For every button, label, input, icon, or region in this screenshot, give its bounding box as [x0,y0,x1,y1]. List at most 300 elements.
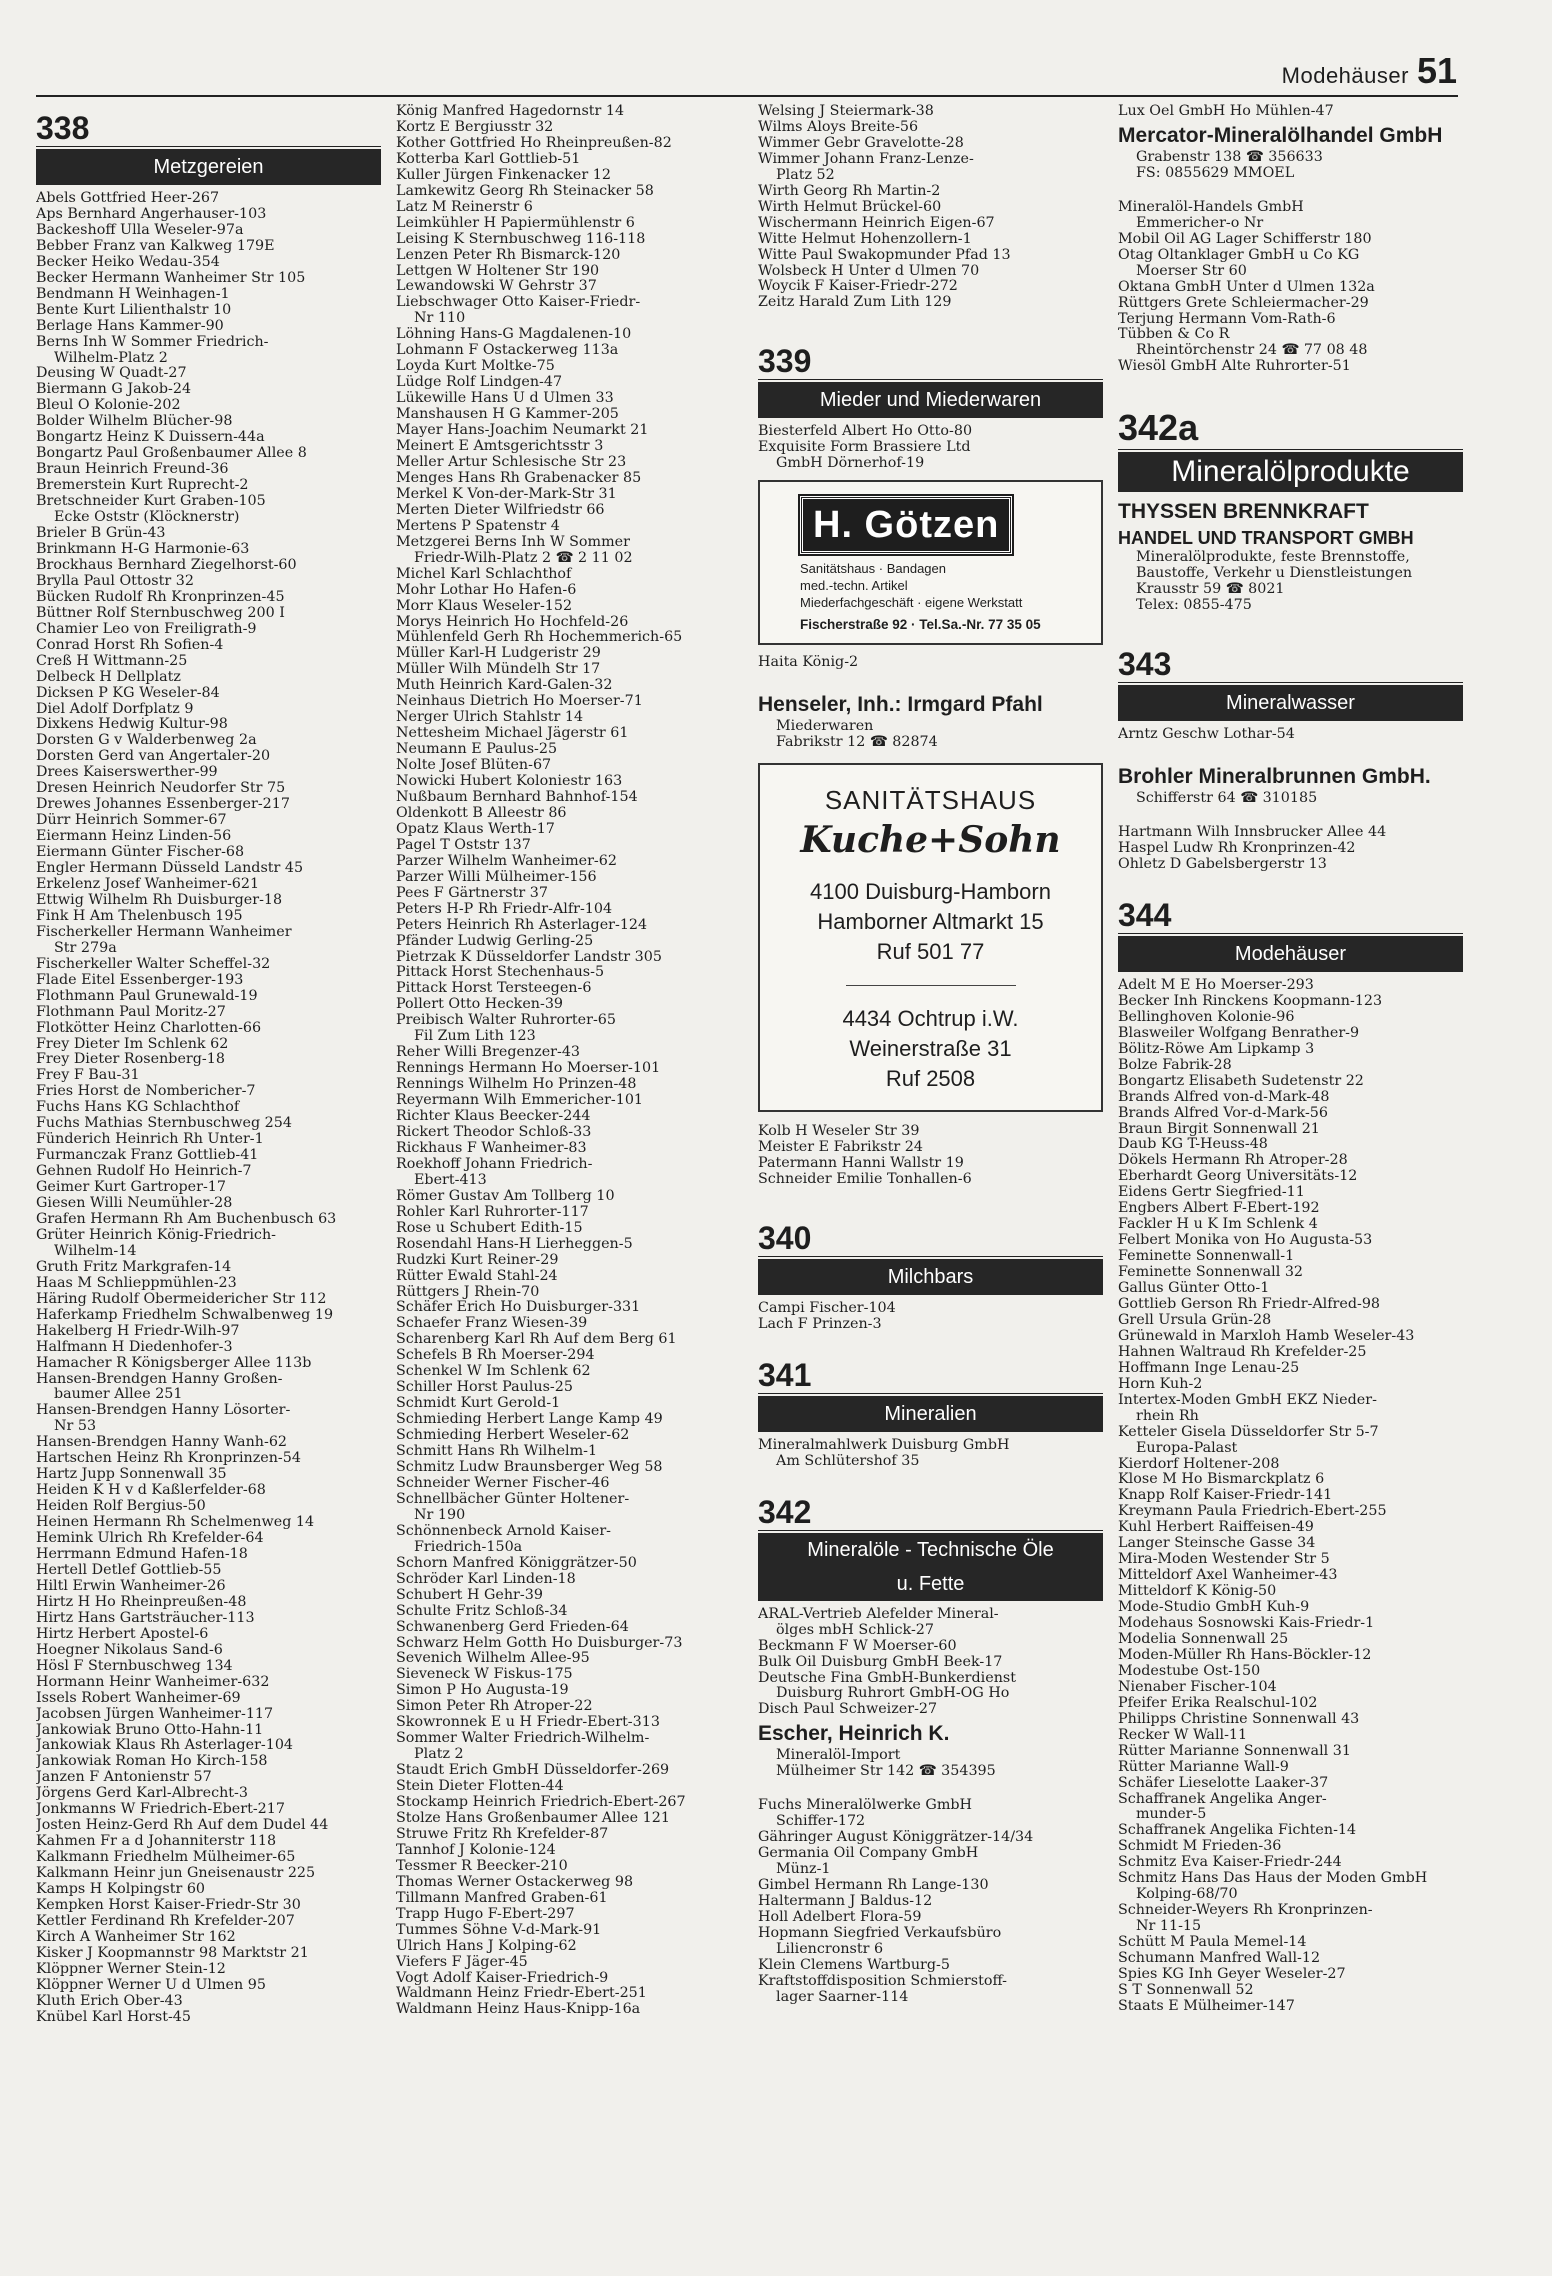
listing-entry: Felbert Monika von Ho Augusta-53 [1118,1233,1373,1249]
listing-entry: Bellinghoven Kolonie-96 [1118,1009,1295,1025]
listing-entry: Pittack Horst Tersteegen-6 [396,981,592,997]
listing-entry: Waldmann Heinz Haus-Knipp-16a [396,2002,641,2018]
listing-entry: Schneider Werner Fischer-46 [396,1475,610,1491]
listing-entry: Schneider-Weyers Rh Kronprinzen- [1118,1903,1373,1919]
listing-entry: Erkelenz Josef Wanheimer-621 [36,876,260,892]
listing-entry: Morr Klaus Weseler-152 [396,598,573,614]
listing-entry: Becker Hermann Wanheimer Str 105 [36,270,306,286]
listing-entry: Berns Inh W Sommer Friedrich- [36,334,269,350]
section-number: 341 [758,1357,1103,1394]
listing-entry: Reyermann Wilh Emmericher-101 [396,1093,644,1109]
listing-entry: Witte Helmut Hohenzollern-1 [758,231,972,247]
header-rule [36,95,1458,97]
listing-entry: Rüttgers Grete Schleiermacher-29 [1118,295,1369,311]
listing-entry: Campi Fischer-104 [758,1300,896,1316]
listing-entry: Schneider Emilie Tonhallen-6 [758,1171,972,1187]
listing-entry: Rose u Schubert Edith-15 [396,1220,583,1236]
listing-entry: Menges Hans Rh Grabenacker 85 [396,470,642,486]
listing-entry: Flade Eitel Essenberger-193 [36,972,244,988]
listing-entry: Schmieding Herbert Lange Kamp 49 [396,1412,663,1428]
listing-entry: Langer Steinsche Gasse 34 [1118,1536,1316,1552]
kuche-address-4: Weinerstraße 31 [849,1036,1012,1062]
page-number: 51 [1416,50,1457,91]
listing-entry: Loyda Kurt Moltke-75 [396,359,555,375]
listing-entry: Bebber Franz van Kalkweg 179E [36,238,275,254]
listing-entry: Simon P Ho Augusta-19 [396,1683,569,1699]
listing-entry: Kuhl Herbert Raiffeisen-49 [1118,1520,1314,1536]
listing-continuation: Rheintörchenstr 24 ☎ 77 08 48 [1136,343,1368,359]
listing-entry: Simon Peter Rh Atroper-22 [396,1699,593,1715]
listing-entry: Bulk Oil Duisburg GmbH Beek-17 [758,1654,1003,1670]
listing-entry: Sieveneck W Fiskus-175 [396,1667,573,1683]
listing-continuation: Duisburg Ruhrort GmbH-OG Ho [776,1686,1010,1702]
listing-entry: Bücken Rudolf Rh Kronprinzen-45 [36,589,285,605]
listing-entry: Fink H Am Thelenbusch 195 [36,908,243,924]
listing-entry: Jörgens Gerd Karl-Albrecht-3 [36,1786,248,1802]
listing-entry: Rüttgers J Rhein-70 [396,1284,540,1300]
kuche-logo: Kuche+Sohn [800,819,1061,862]
display-listing: Henseler, Inh.: Irmgard Pfahl [758,693,1043,717]
display-listing: Mercator-Mineralölhandel GmbH [1118,123,1443,147]
listing-continuation: lager Saarner-114 [776,1989,909,2005]
listing-entry: Kluth Erich Ober-43 [36,1993,183,2009]
listing-entry: Pietrzak K Düsseldorfer Landstr 305 [396,949,662,965]
listing-entry: Gruth Fritz Markgrafen-14 [36,1259,232,1275]
listing-entry: Scharenberg Karl Rh Auf dem Berg 61 [396,1332,677,1348]
listing-entry: Hertell Detlef Gottlieb-55 [36,1562,222,1578]
spacer [758,1188,1103,1214]
listing-entry: Tummes Söhne V-d-Mark-91 [396,1922,602,1938]
listing-entry: Latz M Reinerstr 6 [396,199,533,215]
listing-entry: Oktana GmbH Unter d Ulmen 132a [1118,279,1375,295]
listing-entry: Deusing W Quadt-27 [36,366,187,382]
listing-continuation: Nr 110 [414,311,466,327]
listing-entry: Klose M Ho Bismarckplatz 6 [1118,1472,1325,1488]
listing-entry: Eiermann Günter Fischer-68 [36,845,245,861]
listing-continuation: Europa-Palast [1136,1440,1238,1456]
listing-entry: Kother Gottfried Ho Rheinpreußen-82 [396,135,672,151]
listing-entry: Schumann Manfred Wall-12 [1118,1951,1321,1967]
listing-entry: Bölitz-Röwe Am Lipkamp 3 [1118,1041,1315,1057]
listing-continuation: Wilhelm-Platz 2 [54,350,168,366]
listing-entry: Lux Oel GmbH Ho Mühlen-47 [1118,104,1334,119]
listing-entry: Richter Klaus Beecker-244 [396,1109,591,1125]
spacer [758,1333,1103,1351]
listing-entry: Schmitz Ludw Braunsberger Weg 58 [396,1460,663,1476]
listing-entry: Römer Gustav Am Tollberg 10 [396,1188,615,1204]
listing-continuation: Baustoffe, Verkehr u Dienstleistungen [1136,566,1413,582]
section-number: 342a [1118,407,1463,450]
listing-entry: Meller Artur Schlesische Str 23 [396,454,627,470]
listing-entry: Metzgerei Berns Inh W Sommer [396,534,630,550]
listing-entry: Kotterba Karl Gottlieb-51 [396,151,581,167]
listing-entry: Hartschen Heinz Rh Kronprinzen-54 [36,1451,301,1467]
listing-entry: Hartz Jupp Sonnenwall 35 [36,1467,227,1483]
listing-entry: Schmidt M Frieden-36 [1118,1839,1282,1855]
listing-entry: Brinkmann H-G Harmonie-63 [36,541,250,557]
listing-entry: Gehnen Rudolf Ho Heinrich-7 [36,1164,252,1180]
listing-entry: Dixkens Hedwig Kultur-98 [36,717,228,733]
goetzen-logo: H. Götzen [800,496,1012,554]
listing-entry: Merkel K Von-der-Mark-Str 31 [396,486,617,502]
listing-entry: Recker W Wall-11 [1118,1727,1248,1743]
listing-entry: Schefels B Rh Moerser-294 [396,1348,595,1364]
listing-entry: Knapp Rolf Kaiser-Friedr-141 [1118,1488,1333,1504]
listing-entry: Trapp Hugo F-Ebert-297 [396,1906,575,1922]
listing-entry: Nerger Ulrich Stahlstr 14 [396,710,584,726]
listing-entry: Jacobsen Jürgen Wanheimer-117 [36,1706,274,1722]
section-heading: Metzgereien [36,149,381,185]
listing-entry: Skowronnek E u H Friedr-Ebert-313 [396,1715,660,1731]
listing-entry: Grüter Heinrich König-Friedrich- [36,1227,276,1243]
listing-entry: Rütter Ewald Stahl-24 [396,1268,558,1284]
spacer [758,1470,1103,1488]
listing-entry: Bremerstein Kurt Ruprecht-2 [36,478,249,494]
listing-entry: Haas M Schlieppmühlen-23 [36,1275,237,1291]
listing-entry: Dicksen P KG Weseler-84 [36,685,220,701]
listing-entry: Bente Kurt Lilienthalstr 10 [36,302,232,318]
listing-entry: Leimkühler H Papiermühlenstr 6 [396,215,635,231]
listing-entry: Hansen-Brendgen Hanny Großen- [36,1371,283,1387]
listing-entry: Brands Alfred von-d-Mark-48 [1118,1089,1330,1105]
listing-entry: Schiller Horst Paulus-25 [396,1380,573,1396]
listing-entry: Roekhoff Johann Friedrich- [396,1156,593,1172]
listing-entry: Müller Karl-H Ludgeristr 29 [396,646,601,662]
listing-entry: Büttner Rolf Sternbuschweg 200 I [36,605,285,621]
listing-entry: Moden-Müller Rh Hans-Böckler-12 [1118,1647,1372,1663]
kuche-divider [846,985,1016,986]
listing-entry: Bongartz Heinz K Duissern-44a [36,430,265,446]
listing-entry: Bendmann H Weinhagen-1 [36,286,230,302]
listing-entry: Schmidt Kurt Gerold-1 [396,1396,561,1412]
listing-entry: Mineralmahlwerk Duisburg GmbH [758,1437,1010,1453]
listing-continuation: Friedrich-150a [414,1539,523,1555]
listing-entry: Merten Dieter Wilfriedstr 66 [396,502,605,518]
listing-continuation: Mineralöl-Import [776,1748,901,1764]
section-heading: Mineralwasser [1118,685,1463,721]
listing-continuation: GmbH Dörnerhof-19 [776,456,925,472]
listing-entry: Kraftstoffdisposition Schmierstoff- [758,1973,1007,1989]
spacer [758,311,1103,337]
listing-entry: Mineralöl-Handels GmbH [1118,199,1304,215]
listing-entry: Intertex-Moden GmbH EKZ Nieder- [1118,1392,1377,1408]
listing-entry: Kalkmann Heinr jun Gneisenaustr 225 [36,1866,316,1882]
listing-entry: Nußbaum Bernhard Bahnhof-154 [396,789,638,805]
listing-entry: Drewes Johannes Essenberger-217 [36,797,290,813]
listing-entry: Schwarz Helm Gotth Ho Duisburger-73 [396,1635,683,1651]
listing-entry: Hoffmann Inge Lenau-25 [1118,1360,1300,1376]
spacer [1118,873,1463,891]
listing-entry: Welsing J Steiermark-38 [758,104,934,119]
section-heading-line-1: Mineralöle - Technische Öle [807,1538,1054,1561]
listing-entry: Bolder Wilhelm Blücher-98 [36,414,233,430]
listing-entry: Holl Adelbert Flora-59 [758,1909,922,1925]
listing-entry: Creß H Wittmann-25 [36,653,188,669]
section-heading: Modehäuser [1118,936,1463,972]
listing-entry: Ettwig Wilhelm Rh Duisburger-18 [36,892,283,908]
goetzen-line-1: Sanitätshaus · Bandagen [800,561,946,577]
listing-entry: König Manfred Hagedornstr 14 [396,104,625,119]
listing-entry: Wirth Georg Rh Martin-2 [758,183,941,199]
listing-entry: Brieler B Grün-43 [36,526,166,542]
listing-entry: Engler Hermann Düsseld Landstr 45 [36,861,304,877]
listing-entry: Thomas Werner Ostackerweg 98 [396,1874,634,1890]
listing-entry: Jonkmanns W Friedrich-Ebert-217 [36,1802,285,1818]
listing-continuation: Liliencronstr 6 [776,1941,884,1957]
listing-entry: Herrmann Edmund Hafen-18 [36,1547,248,1563]
listing-entry: Arntz Geschw Lothar-54 [1118,727,1295,743]
listing-entry: Lükewille Hans U d Ulmen 33 [396,391,614,407]
listing-entry: Braun Birgit Sonnenwall 21 [1118,1121,1320,1137]
listing-entry: Jankowiak Roman Ho Kirch-158 [36,1754,268,1770]
listing-continuation: Schiffer-172 [776,1814,866,1830]
listing-entry: Rudzki Kurt Reiner-29 [396,1252,559,1268]
listing-entry: Jankowiak Bruno Otto-Hahn-11 [36,1722,264,1738]
listing-entry: Dresen Heinrich Neudorfer Str 75 [36,781,286,797]
listing-entry: Blasweiler Wolfgang Benrather-9 [1118,1025,1360,1041]
listing-entry: Janzen F Antonienstr 57 [36,1770,212,1786]
listing-entry: Hopmann Siegfried Verkaufsbüro [758,1925,1002,1941]
listing-entry: Bongartz Paul Großenbaumer Allee 8 [36,446,307,462]
listing-entry: Feminette Sonnenwall 32 [1118,1265,1304,1281]
listing-entry: Dorsten G v Walderbenweg 2a [36,733,257,749]
listing-entry: Mertens P Spatenstr 4 [396,518,560,534]
column-2 [396,104,741,2018]
listing-continuation: Nr 53 [54,1419,97,1435]
listing-entry: Abels Gottfried Heer-267 [36,191,220,206]
listing-entry: S T Sonnenwall 52 [1118,1982,1254,1998]
listing-entry: Wischermann Heinrich Eigen-67 [758,215,995,231]
kuche-address-3: 4434 Ochtrup i.W. [842,1006,1019,1032]
listing-entry: Meister E Fabrikstr 24 [758,1140,923,1156]
listing-entry: Furmanczak Franz Gottlieb-41 [36,1148,259,1164]
listing-entry: Hösl F Sternbuschweg 134 [36,1658,233,1674]
listing-entry: Viefers F Jäger-45 [396,1954,528,1970]
listing-entry: Kisker J Koopmannstr 98 Marktstr 21 [36,1945,309,1961]
section-number: 340 [758,1220,1103,1257]
section-number: 342 [758,1494,1103,1531]
listing-entry: Schröder Karl Linden-18 [396,1571,576,1587]
listing-entry: Eberhardt Georg Universitäts-12 [1118,1169,1358,1185]
goetzen-ad [758,480,1103,645]
listing-entry: Rosendahl Hans-H Lierheggen-5 [396,1236,633,1252]
listing-entry: Halfmann H Diedenhofer-3 [36,1339,233,1355]
listing-entry: Chamier Leo von Freiligrath-9 [36,621,257,637]
listing-entry: Lohmann F Ostackerweg 113a [396,343,619,359]
listing-entry: Pfänder Ludwig Gerling-25 [396,933,594,949]
listing-entry: Schmieding Herbert Weseler-62 [396,1428,630,1444]
listing-entry: Eiermann Heinz Linden-56 [36,829,232,845]
listing-entry: Gottlieb Gerson Rh Friedr-Alfred-98 [1118,1296,1381,1312]
listing-entry: Disch Paul Schweizer-27 [758,1702,938,1718]
listing-continuation: Ebert-413 [414,1172,487,1188]
listing-entry: Haltermann J Baldus-12 [758,1893,933,1909]
listing-entry: Heinen Hermann Rh Schelmenweg 14 [36,1515,315,1531]
listing-entry: Schwanenberg Gerd Frieden-64 [396,1619,629,1635]
listing-entry: Flothmann Paul Grunewald-19 [36,988,258,1004]
listing-entry: Mobil Oil AG Lager Schifferstr 180 [1118,231,1372,247]
listing-entry: Fischerkeller Hermann Wanheimer [36,924,292,940]
display-listing: HANDEL UND TRANSPORT GMBH [1118,528,1414,549]
listing-entry: Schütt M Paula Memel-14 [1118,1935,1307,1951]
listing-entry: Michel Karl Schlachthof [396,566,572,582]
listing-continuation: Nr 11-15 [1136,1919,1202,1935]
section-number: 344 [1118,897,1463,934]
listing-entry: Spies KG Inh Geyer Weseler-27 [1118,1967,1346,1983]
listing-entry: Heiden Rolf Bergius-50 [36,1499,206,1515]
listing-entry: Rickert Theodor Schloß-33 [396,1125,592,1140]
listing-entry: Schmitt Hans Rh Wilhelm-1 [396,1444,598,1460]
listing-entry: Hansen-Brendgen Hanny Wanh-62 [36,1435,288,1451]
kuche-phone-1: Ruf 501 77 [876,939,985,965]
listing-entry: Stockamp Heinrich Friedrich-Ebert-267 [396,1795,686,1811]
listing-continuation: Emmericher-o Nr [1136,215,1264,231]
listing-entry: Schnellbächer Günter Holtener- [396,1491,630,1507]
listing-entry: Preibisch Walter Ruhrorter-65 [396,1013,616,1029]
listing-entry: Frey F Bau-31 [36,1068,140,1084]
spacer [758,1780,1103,1798]
listing-entry: Lüdge Rolf Lindgen-47 [396,375,563,391]
listing-continuation: Ecke Oststr (Klöcknerstr) [54,510,240,526]
listing-entry: Liebschwager Otto Kaiser-Friedr- [396,295,641,311]
listing-entry: Sevenich Wilhelm Allee-95 [396,1651,590,1667]
listing-entry: Frey Dieter Im Schlenk 62 [36,1036,229,1052]
listing-entry: Berlage Hans Kammer-90 [36,318,224,334]
spacer [1118,614,1463,640]
listing-entry: Oldenkott B Alleestr 86 [396,805,567,821]
listing-entry: Kettler Ferdinand Rh Krefelder-207 [36,1913,295,1929]
listing-entry: Modestube Ost-150 [1118,1663,1261,1679]
section-heading: Mieder und Miederwaren [758,382,1103,418]
listing-entry: Hirtz Hans Gartsträucher-113 [36,1610,255,1626]
listing-entry: Lettgen W Holtener Str 190 [396,263,600,279]
listing-entry: Bolze Fabrik-28 [1118,1057,1232,1073]
listing-entry: Meinert E Amtsgerichtsstr 3 [396,439,604,455]
listing-entry: Brands Alfred Vor-d-Mark-56 [1118,1105,1328,1121]
listing-entry: Schäfer Lieselotte Laaker-37 [1118,1775,1329,1791]
listing-entry: Vogt Adolf Kaiser-Friedrich-9 [396,1970,609,1986]
listing-entry: Ötag Öltanklager GmbH u Co KG [1118,247,1360,263]
section-heading [758,1533,1103,1601]
listing-entry: Wirth Helmut Brückel-60 [758,199,942,215]
listing-entry: Wimmer Gebr Gravelotte-28 [758,135,964,151]
listing-continuation: ölges mbH Schlick-27 [776,1622,934,1638]
spacer [1118,375,1463,401]
spacer [1118,807,1463,825]
listing-entry: Pollert Otto Hecken-39 [396,997,564,1013]
listing-entry: Nowicki Hubert Koloniestr 163 [396,774,623,790]
listing-entry: Backeshoff Ulla Weseler-97a [36,222,244,238]
listing-entry: Tannhof J Kolonie-124 [396,1842,556,1858]
listing-continuation: rhein Rh [1136,1408,1199,1424]
listing-entry: Patermann Hanni Wallstr 19 [758,1155,964,1171]
listing-entry: Mitteldorf Axel Wanheimer-43 [1118,1568,1338,1584]
listing-entry: Wilms Aloys Breite-56 [758,119,919,135]
listing-entry: Rohler Karl Ruhrorter-117 [396,1204,589,1220]
goetzen-line-3: Miederfachgeschäft · eigene Werkstatt [800,595,1023,611]
listing-entry: Haspel Ludw Rh Kronprinzen-42 [1118,841,1356,857]
listing-entry: Klein Clemens Wartburg-5 [758,1957,950,1973]
listing-entry: ARAL-Vertrieb Alefelder Mineral- [758,1606,999,1622]
listing-entry: Tübben & Co R [1118,327,1230,343]
listing-entry: Sommer Walter Friedrich-Wilhelm- [396,1731,650,1747]
kuche-phone-2: Ruf 2508 [885,1066,976,1092]
listing-continuation: Fabrikstr 12 ☎ 82874 [776,735,938,751]
listing-entry: Lewandowski W Gehrstr 37 [396,279,597,295]
listing-entry: Mayer Hans-Joachim Neumarkt 21 [396,423,649,439]
listing-entry: Drees Kaiserswerther-99 [36,765,218,781]
listing-continuation: Platz 2 [414,1747,464,1763]
listing-entry: Klöppner Werner U d Ulmen 95 [36,1977,266,1993]
listing-entry: Schmitz Eva Kaiser-Friedr-244 [1118,1855,1342,1871]
listing-entry: Fünderich Heinrich Rh Unter-1 [36,1132,264,1148]
listing-entry: Schäfer Erich Ho Duisburger-331 [396,1300,641,1316]
listing-entry: Hiltl Erwin Wanheimer-26 [36,1578,226,1594]
listing-entry: Lamkewitz Georg Rh Steinacker 58 [396,183,654,199]
display-listing: Escher, Heinrich K. [758,1722,950,1746]
listing-entry: Tessmer R Beecker-210 [396,1858,568,1874]
listing-continuation: Münz-1 [776,1862,831,1878]
listing-entry: Mühlenfeld Gerh Rh Hochemmerich-65 [396,630,683,646]
listing-entry: Nienaber Fischer-104 [1118,1679,1277,1695]
listing-entry: Philipps Christine Sonnenwall 43 [1118,1711,1360,1727]
listing-entry: Pittack Horst Stechenhaus-5 [396,965,605,981]
listing-entry: Modelia Sonnenwall 25 [1118,1632,1289,1647]
listing-entry: Schenkel W Im Schlenk 62 [396,1364,591,1380]
listing-entry: Kahmen Fr a d Johanniterstr 118 [36,1834,277,1850]
display-listing: Brohler Mineralbrunnen GmbH. [1118,765,1431,789]
listing-entry: Muth Heinrich Kard-Galen-32 [396,678,613,694]
kuche-address-1: 4100 Duisburg-Hamborn [810,879,1051,905]
listing-entry: Dürr Heinrich Sommer-67 [36,813,227,829]
listing-entry: Conrad Horst Rh Sofien-4 [36,637,224,653]
listing-entry: Stein Dieter Flotten-44 [396,1779,564,1795]
listing-entry: Neumann E Paulus-25 [396,742,558,758]
listing-entry: Schulte Fritz Schloß-34 [396,1603,568,1619]
listing-entry: Fuchs Mineralölwerke GmbH [758,1798,973,1814]
listing-entry: Kuller Jürgen Finkenacker 12 [396,167,611,183]
display-listing: THYSSEN BRENNKRAFT [1118,500,1369,524]
listing-entry: Schmitz Hans Das Haus der Moden GmbH [1118,1871,1428,1887]
listing-entry: Witte Paul Swakopmunder Pfad 13 [758,247,1011,263]
listing-entry: Gallus Günter Otto-1 [1118,1281,1270,1297]
listing-entry: Fuchs Mathias Sternbuschweg 254 [36,1116,292,1132]
listing-entry: Pees F Gärtnerstr 37 [396,885,548,901]
listing-entry: Hormann Heinr Wanheimer-632 [36,1674,270,1690]
spacer [1118,743,1463,761]
page-header [1282,50,1457,92]
listing-entry: Wolsbeck H Unter d Ulmen 70 [758,263,980,279]
listing-entry: Bretschneider Kurt Graben-105 [36,494,266,510]
listing-continuation: Telex: 0855-475 [1136,598,1252,614]
listing-continuation: Grabenstr 138 ☎ 356633 [1136,149,1323,165]
listing-entry: Staudt Erich GmbH Düsseldorfer-269 [396,1763,670,1779]
listing-entry: Deutsche Fina GmbH-Bunkerdienst [758,1670,1016,1686]
listing-entry: Peters H-P Rh Friedr-Alfr-104 [396,901,613,917]
listing-entry: Beckmann F W Moerser-60 [758,1638,957,1654]
listing-entry: Becker Inh Rinckens Koopmann-123 [1118,993,1383,1009]
listing-entry: Fuchs Hans KG Schlachthof [36,1100,240,1116]
listing-entry: Löhning Hans-G Magdalenen-10 [396,327,632,343]
listing-entry: Tillmann Manfred Graben-61 [396,1890,608,1906]
section-heading: Milchbars [758,1259,1103,1295]
listing-entry: Eidens Gertr Siegfried-11 [1118,1185,1305,1201]
listing-entry: Kirch A Wanheimer Str 162 [36,1929,236,1945]
listing-continuation: Moerser Str 60 [1136,263,1247,279]
listing-continuation: Mineralölprodukte, feste Brennstoffe, [1136,550,1410,566]
goetzen-address: Fischerstraße 92 · Tel.Sa.-Nr. 77 35 05 [800,617,1041,633]
listing-entry: Woycik F Kaiser-Friedr-272 [758,279,958,295]
